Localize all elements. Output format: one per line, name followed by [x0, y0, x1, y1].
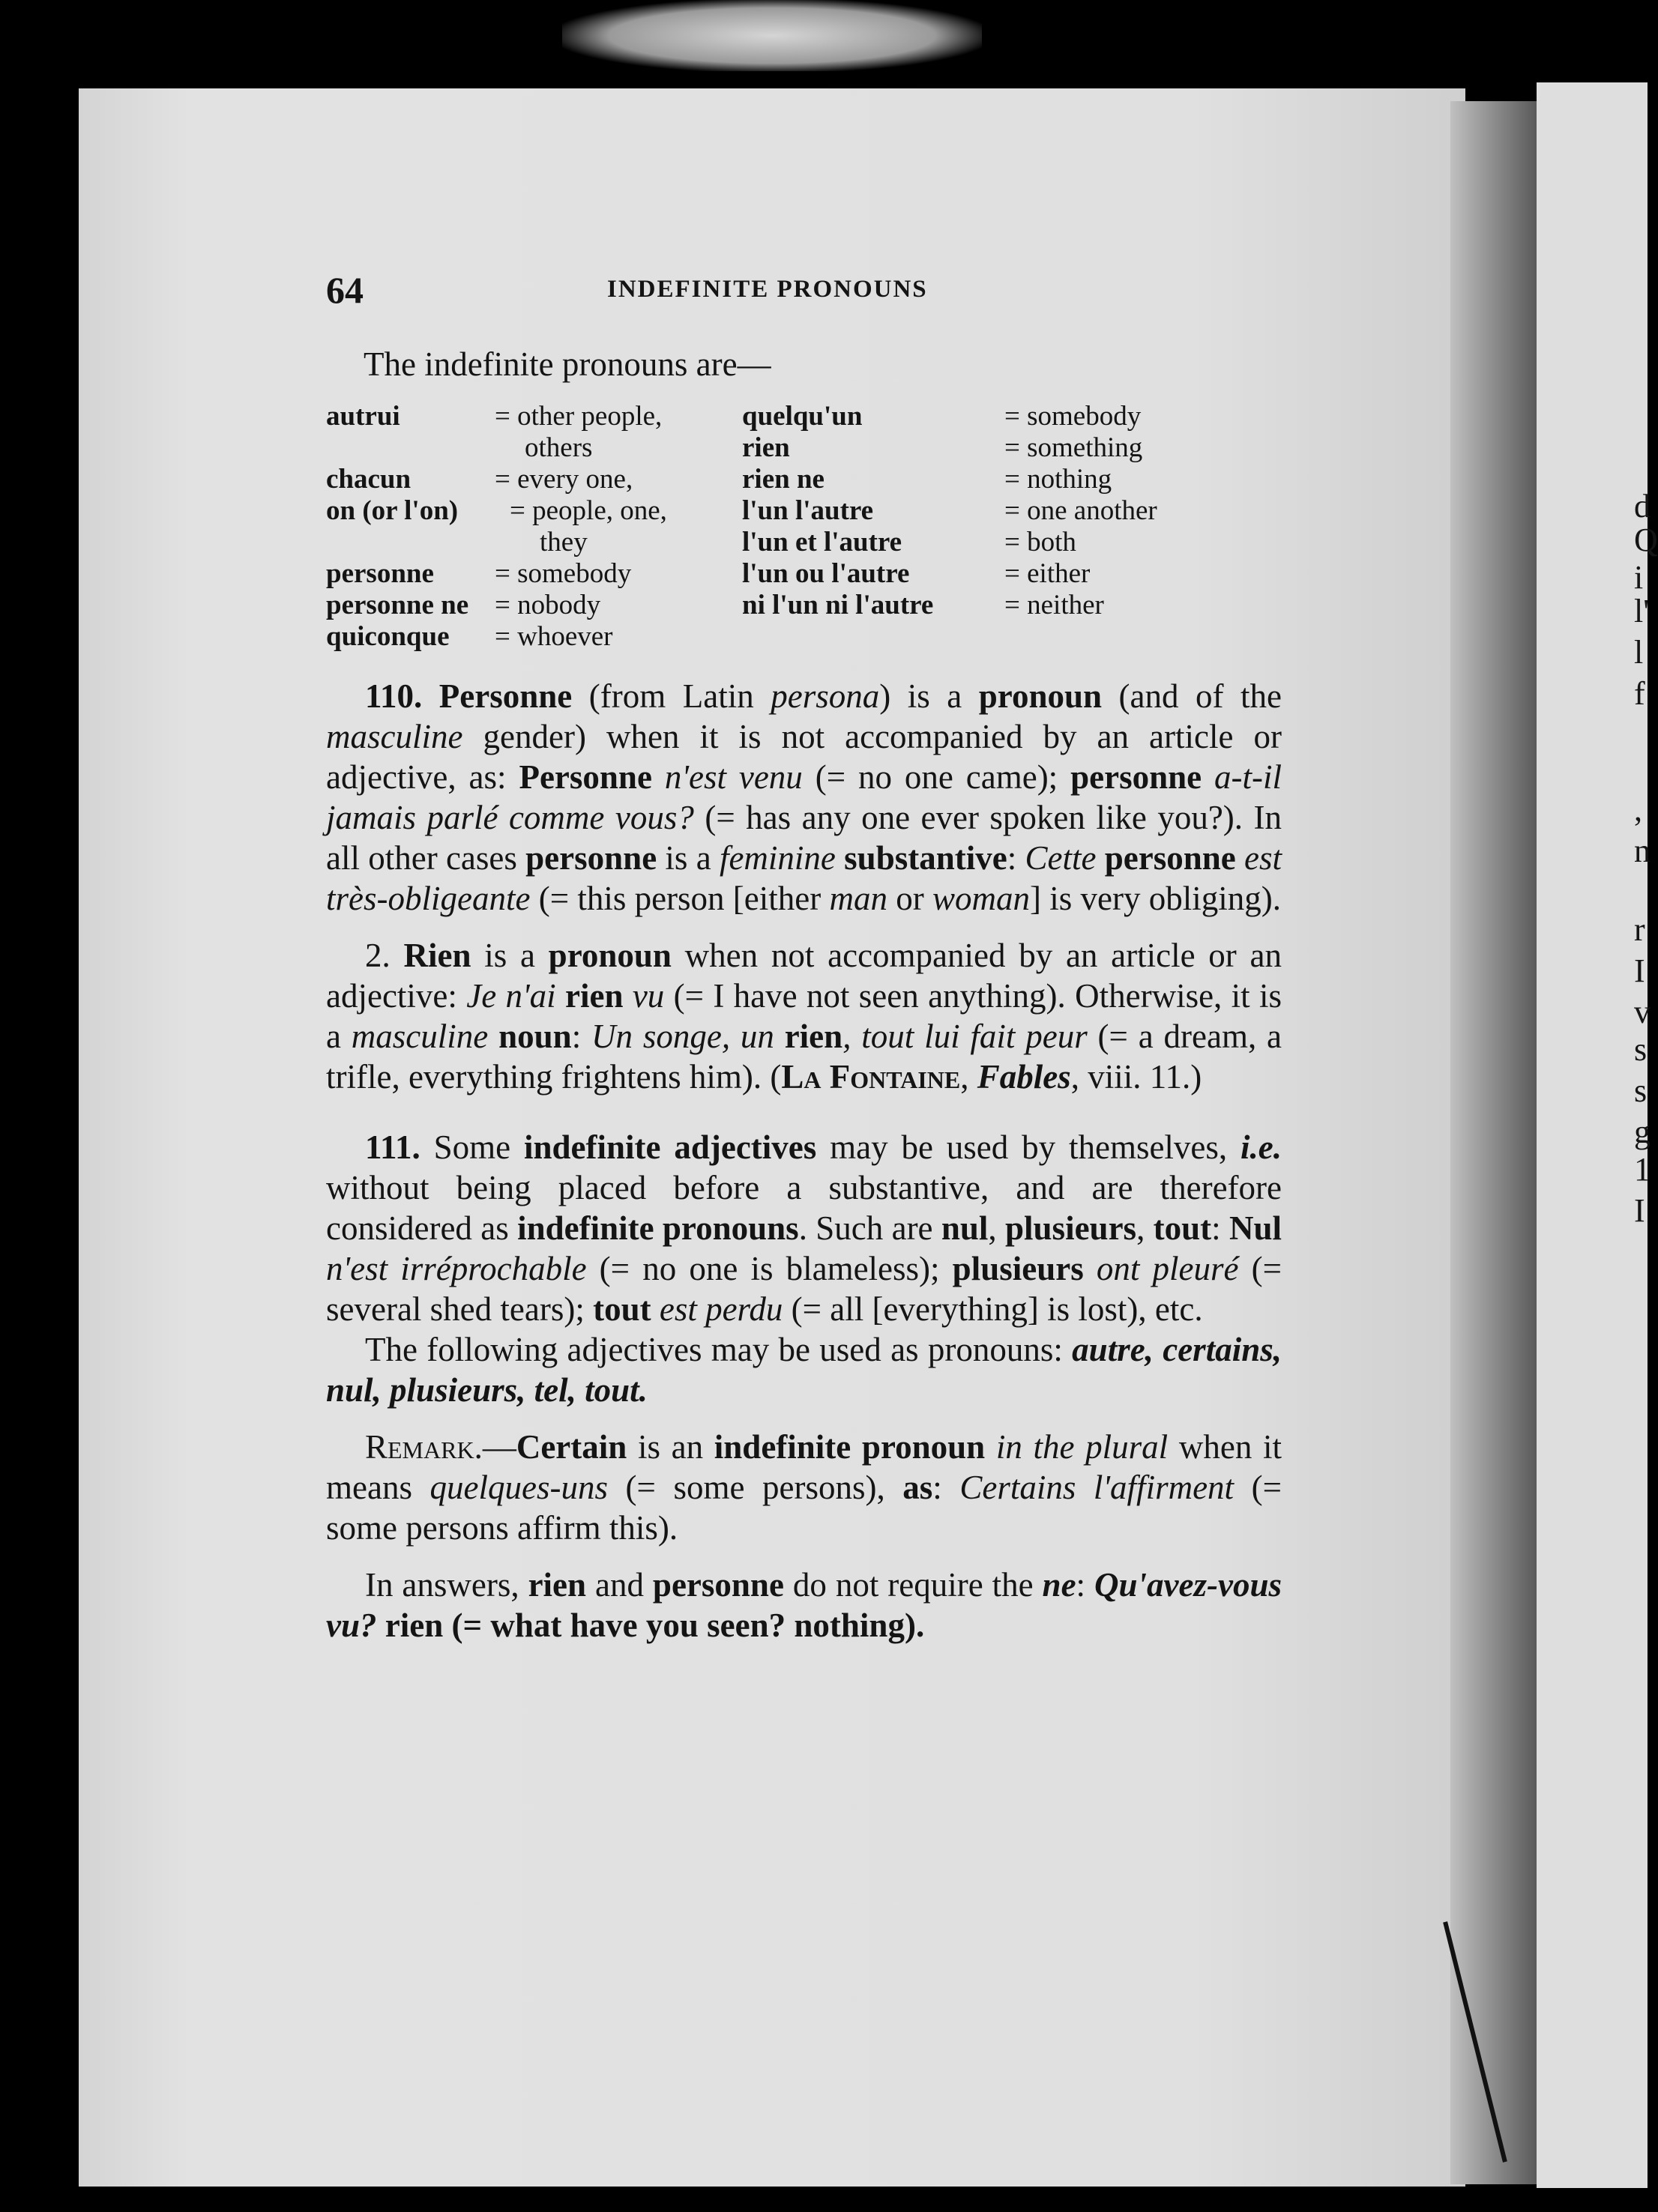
- term-substantive: substantive: [844, 839, 1007, 877]
- example-term: rien: [528, 1566, 587, 1604]
- translation: (= some persons affirm this).: [326, 1469, 1282, 1547]
- example-text: vu: [623, 977, 665, 1015]
- translation: nothing: [794, 1607, 905, 1644]
- text: is an: [627, 1428, 714, 1466]
- term-personne: Personne: [438, 677, 573, 715]
- term-masculine: masculine: [326, 718, 463, 755]
- text: , viii. 11.): [1070, 1058, 1202, 1096]
- section-number: 111.: [365, 1128, 420, 1166]
- pronoun-term: [326, 432, 468, 464]
- next-page-edge: [1537, 82, 1658, 2188]
- next-page-fragment: r: [1634, 911, 1645, 948]
- translation: (= all [everything] is lost), etc.: [783, 1290, 1203, 1328]
- text: gender) when it is not accompanied by an article or adjective, as:: [326, 718, 1282, 796]
- translation: ] is very obliging).: [1030, 880, 1281, 917]
- example-term: ne: [1042, 1566, 1076, 1604]
- text: ,: [988, 1209, 1005, 1247]
- example-term: tout: [1153, 1209, 1212, 1247]
- pronoun-meaning: = either: [1004, 558, 1091, 589]
- pronoun-term: on (or l'on): [326, 495, 459, 526]
- translation: (= no one is blameless);: [586, 1250, 953, 1287]
- example-text: Un songe, un: [591, 1018, 774, 1055]
- abbreviation: i.e.: [1241, 1128, 1282, 1166]
- text: :: [932, 1469, 960, 1506]
- latin-word: persona: [771, 677, 880, 715]
- adjective-list: autre, certains, nul, plusieurs, tel, tout.: [326, 1331, 1282, 1409]
- pronoun-term: personne ne: [326, 590, 469, 620]
- work-title: Fables: [977, 1058, 1071, 1096]
- example-term: rien: [385, 1607, 444, 1644]
- pronoun-meaning: = whoever: [495, 621, 613, 652]
- pronoun-term: personne: [326, 558, 434, 589]
- pronoun-term: autrui: [326, 401, 400, 432]
- example-text: man: [829, 880, 887, 917]
- text: The following adjectives may be used as pronouns:: [365, 1331, 1073, 1368]
- example-term: personne: [652, 1566, 784, 1604]
- next-page-fragment: v: [1634, 994, 1651, 1030]
- example-term: Personne: [519, 758, 652, 796]
- next-page-fragment: Q: [1634, 522, 1658, 558]
- term-indefinite-pronoun: indefinite pronoun: [714, 1428, 986, 1466]
- pronoun-meaning: = other people,: [495, 401, 663, 432]
- pronoun-term: quelqu'un: [742, 401, 863, 432]
- answers-note: [326, 1565, 1282, 1646]
- pronoun-term: l'un l'autre: [742, 495, 874, 526]
- following-adjectives: [326, 1329, 1282, 1410]
- example-term: rien: [555, 977, 624, 1015]
- pronoun-term: rien: [742, 432, 790, 463]
- example-term: rien: [774, 1018, 843, 1055]
- remark: [326, 1427, 1282, 1548]
- example-text: est très-obligeante: [326, 839, 1282, 917]
- term-indefinite-pronouns: indefinite pronouns: [517, 1209, 799, 1247]
- example-text: n'est irréprochable: [326, 1250, 587, 1287]
- example-text: Cette: [1025, 839, 1097, 877]
- term-certain: Certain: [516, 1428, 627, 1466]
- torn-edge: [562, 0, 982, 71]
- text: as: [902, 1469, 933, 1506]
- pronoun-meanings-right: [1004, 401, 1157, 621]
- text: and: [586, 1566, 653, 1604]
- text: may be used by themselves,: [816, 1128, 1241, 1166]
- example-text: Je n'ai: [466, 977, 556, 1015]
- term-noun: noun: [498, 1018, 572, 1055]
- example-text: Qu'avez-vous vu?: [326, 1566, 1282, 1644]
- running-head: INDEFINITE PRONOUNS: [607, 276, 928, 303]
- pronoun-meaning: = one another: [1004, 495, 1157, 526]
- example-text: ont pleuré: [1083, 1250, 1239, 1287]
- next-page-fragment: ,: [1634, 791, 1642, 828]
- pronoun-term: chacun: [326, 464, 412, 495]
- pronoun-term: [326, 527, 468, 558]
- text: is a: [657, 839, 720, 877]
- term-pronoun: pronoun: [548, 937, 672, 974]
- pronoun-term: rien ne: [742, 464, 825, 495]
- text: . Such are: [798, 1209, 941, 1247]
- term-indefinite-adjectives: indefinite adjectives: [524, 1128, 817, 1166]
- text: is a: [471, 937, 549, 974]
- text: or: [887, 880, 932, 917]
- term-feminine: feminine: [719, 839, 836, 877]
- next-page-fragment: f: [1634, 675, 1645, 712]
- example-text: , tout lui fait peur: [842, 1018, 1088, 1055]
- pronoun-meaning: others: [525, 432, 593, 463]
- text: do not require the: [783, 1566, 1043, 1604]
- page-header: [326, 268, 1282, 313]
- example-text: Certains l'affirment: [959, 1469, 1235, 1506]
- text: :: [1076, 1566, 1094, 1604]
- text: (and of the: [1102, 677, 1282, 715]
- text: —: [482, 1428, 516, 1466]
- page-number: 64: [326, 269, 364, 311]
- author-name: La Fontaine: [781, 1058, 961, 1096]
- text: [836, 839, 844, 877]
- next-page-fragment: 1: [1634, 1151, 1651, 1188]
- text: [391, 937, 404, 974]
- pronoun-meaning: = every one,: [495, 464, 633, 495]
- next-page-fragment: l': [1634, 593, 1650, 629]
- example-text: a-t-il jamais parlé comme vous?: [326, 758, 1282, 836]
- pronoun-meanings-left: [495, 401, 667, 653]
- text: In answers,: [365, 1566, 528, 1604]
- term-pronoun: pronoun: [978, 677, 1103, 715]
- example-term: personne: [1104, 839, 1236, 877]
- pronoun-term: ni l'un ni l'autre: [742, 590, 934, 620]
- example-term: nul: [941, 1209, 989, 1247]
- next-page-fragment: I: [1634, 1192, 1645, 1229]
- next-page-fragment: n: [1634, 832, 1651, 869]
- text: when not accompanied by an article or an adjective:: [326, 937, 1282, 1015]
- pronoun-meaning: = neither: [1004, 590, 1104, 620]
- next-page-fragment: s: [1634, 1072, 1648, 1109]
- translation: (= I have not seen anything). Otherwise, it is a: [326, 977, 1282, 1055]
- example-term: Nul: [1229, 1209, 1282, 1247]
- pronoun-meaning: = people, one,: [510, 495, 667, 526]
- text-plural: in the plural: [985, 1428, 1169, 1466]
- section-number: 110.: [365, 677, 423, 715]
- text: [1096, 839, 1104, 877]
- section-110-2: [326, 935, 1282, 1097]
- text: ,: [960, 1058, 977, 1096]
- next-page-fragment: g: [1634, 1113, 1651, 1150]
- pronoun-meaning: = somebody: [1004, 401, 1142, 432]
- text: :: [571, 1018, 592, 1055]
- pronoun-meaning: = somebody: [495, 558, 632, 589]
- section-110: [326, 676, 1282, 919]
- text: [488, 1018, 498, 1055]
- translation: (= some persons),: [607, 1469, 903, 1506]
- text: when it means: [326, 1428, 1282, 1506]
- translation: (= this person [either: [530, 880, 830, 917]
- text: ,: [1136, 1209, 1154, 1247]
- example-term: personne: [525, 839, 657, 877]
- pronoun-term: quiconque: [326, 621, 450, 652]
- pronoun-meaning: = both: [1004, 527, 1076, 557]
- pronoun-meaning: they: [540, 527, 588, 557]
- pronoun-term: l'un et l'autre: [742, 527, 902, 557]
- example-term: plusieurs: [952, 1250, 1084, 1287]
- term-rien: Rien: [403, 937, 471, 974]
- next-page-fragment: l: [1634, 634, 1644, 671]
- translation: (= what have you seen?: [443, 1607, 795, 1644]
- example-term: plusieurs: [1005, 1209, 1137, 1247]
- example-text: est perdu: [651, 1290, 783, 1328]
- translation: (= a dream, a trifle, everything frightens him). (: [326, 1018, 1282, 1096]
- text: :: [1211, 1209, 1229, 1247]
- pronoun-term: l'un ou l'autre: [742, 558, 910, 589]
- section-111: [326, 1127, 1282, 1329]
- pronoun-meaning: = nobody: [495, 590, 601, 620]
- pronoun-terms-left: [326, 401, 468, 653]
- text: ).: [904, 1607, 925, 1644]
- book-gutter: [1450, 101, 1537, 2184]
- next-page-fragment: d: [1634, 488, 1651, 525]
- term-masculine: masculine: [351, 1018, 489, 1055]
- text: ) is a: [879, 677, 979, 715]
- text: Some: [420, 1128, 524, 1166]
- example-term: tout: [593, 1290, 651, 1328]
- pronoun-meaning: = something: [1004, 432, 1143, 463]
- intro-line: The indefinite pronouns are—: [364, 345, 771, 383]
- pronoun-table: [326, 401, 1300, 663]
- page-body: [326, 676, 1282, 1646]
- example-text: quelques-uns: [429, 1469, 608, 1506]
- remark-label: Remark.: [365, 1428, 483, 1466]
- text: without being placed before a substantive, and are therefore considered as: [326, 1169, 1282, 1247]
- text: (from Latin: [572, 677, 771, 715]
- text: [377, 1607, 385, 1644]
- example-text: n'est venu: [651, 758, 803, 796]
- translation: (= no one came);: [802, 758, 1071, 796]
- pronoun-meaning: = nothing: [1004, 464, 1112, 495]
- pronoun-terms-right: [742, 401, 933, 621]
- example-text: woman: [932, 880, 1030, 917]
- section-number: 2.: [365, 937, 391, 974]
- next-page-fragment: s: [1634, 1031, 1648, 1068]
- next-page-fragment: i: [1634, 559, 1644, 596]
- translation: (= several shed tears);: [326, 1250, 1282, 1328]
- translation: (= has any one ever spoken like you?). In all other cases: [326, 799, 1282, 877]
- next-page-fragment: I: [1634, 952, 1645, 989]
- example-term: personne: [1070, 758, 1202, 796]
- text: :: [1007, 839, 1025, 877]
